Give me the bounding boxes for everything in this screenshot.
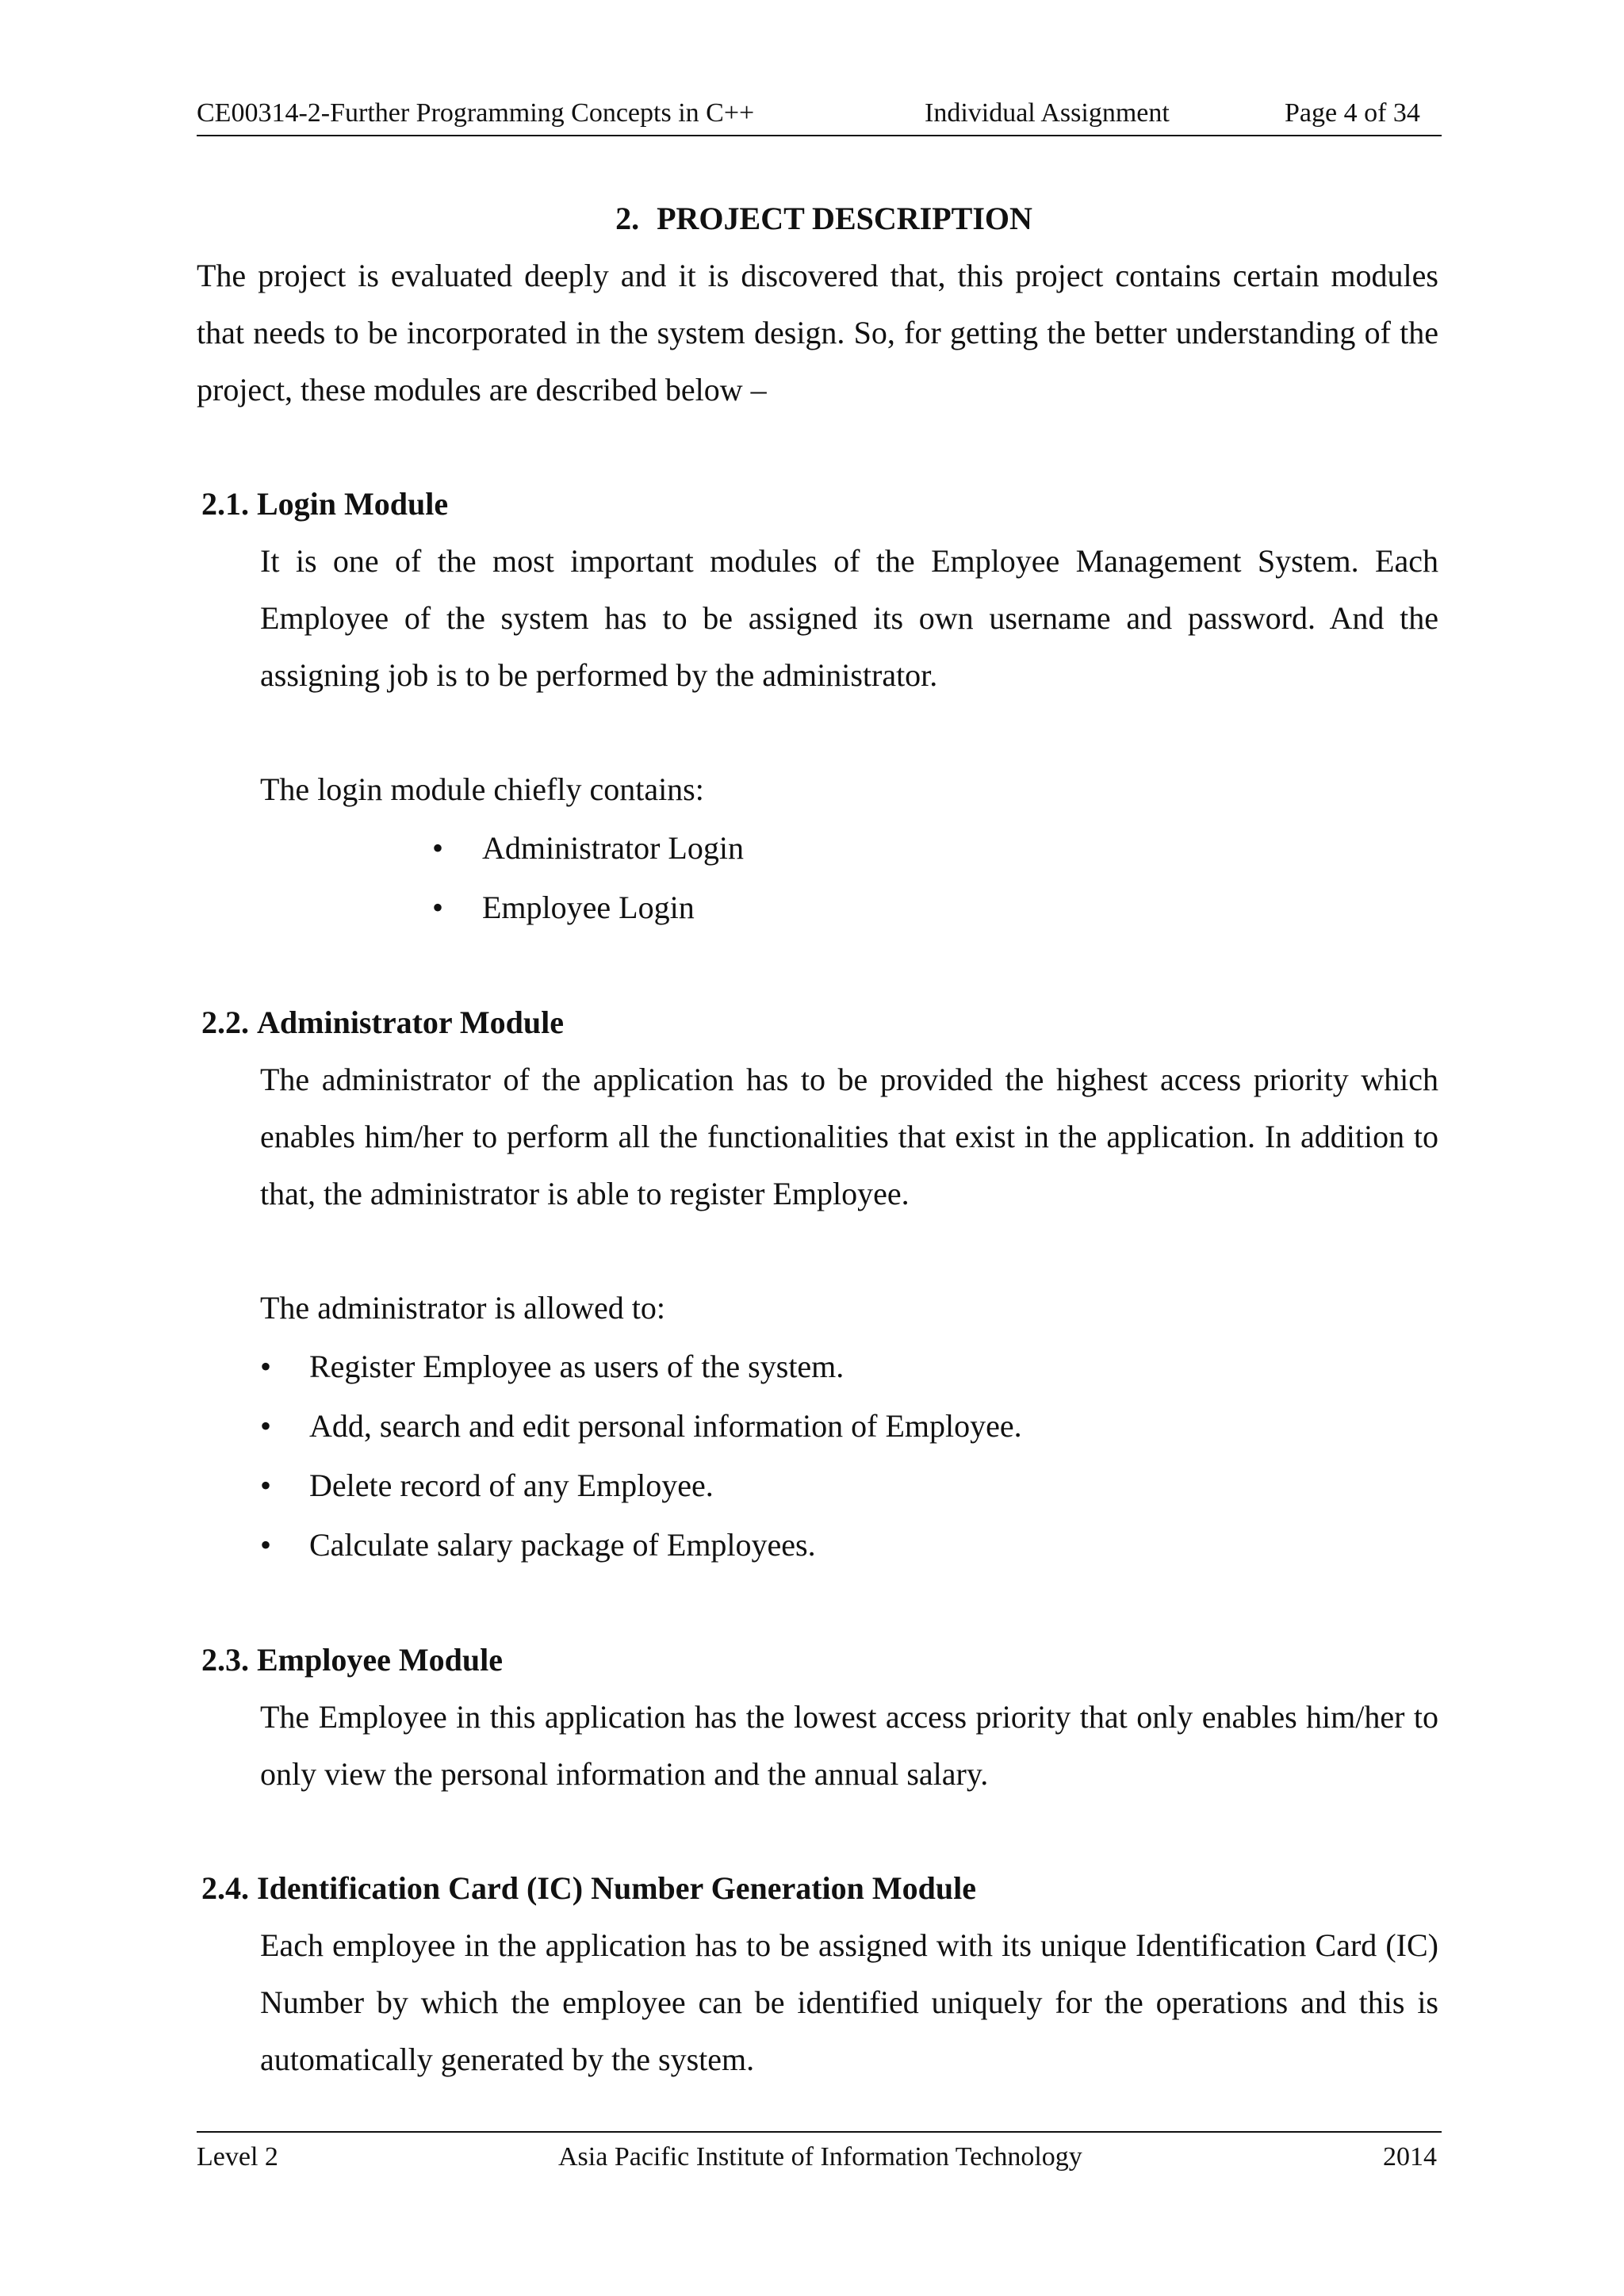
list-item-text: Delete record of any Employee. <box>309 1468 714 1503</box>
module-number: 2.2. <box>201 1004 249 1040</box>
bullet-icon: • <box>260 1468 272 1503</box>
administrator-list <box>197 1337 1438 1575</box>
footer-year: 2014 <box>1383 2142 1437 2172</box>
page-content <box>197 190 1438 2088</box>
list-item-text: Add, search and edit personal information of Employee. <box>309 1408 1022 1444</box>
list-item <box>197 1337 1438 1396</box>
page-header <box>197 95 1442 136</box>
list-item-text: Calculate salary package of Employees. <box>309 1527 816 1563</box>
login-list <box>197 818 1438 937</box>
header-page-number: Page 4 of 34 <box>1285 98 1420 128</box>
module-heading-employee <box>201 1632 1438 1689</box>
page-footer <box>197 2131 1442 2180</box>
module-title: Login Module <box>257 486 449 522</box>
footer-institution: Asia Pacific Institute of Information Technology <box>558 2142 1082 2172</box>
login-list-intro: The login module chiefly contains: <box>260 771 704 807</box>
module-title: Administrator Module <box>257 1004 565 1040</box>
section-number: 2. <box>615 201 640 236</box>
list-item-text: Register Employee as users of the system. <box>309 1349 845 1384</box>
administrator-list-intro: The administrator is allowed to: <box>260 1290 665 1326</box>
section-intro: The project is evaluated deeply and it is discovered that, this project contains certain modules that needs to be incorporated in the system design. So, for getting the better understanding of the project, these modules are described below – <box>197 258 1438 408</box>
section-heading <box>197 190 1438 247</box>
module-number: 2.1. <box>201 486 249 522</box>
header-course: CE00314-2-Further Programming Concepts in C++ <box>197 98 755 128</box>
bullet-icon: • <box>432 890 444 925</box>
list-item <box>197 878 1438 937</box>
list-item-text: Employee Login <box>482 890 695 925</box>
footer-level: Level 2 <box>197 2142 278 2172</box>
header-assignment-type: Individual Assignment <box>925 98 1170 128</box>
bullet-icon: • <box>260 1349 272 1384</box>
list-item <box>197 1456 1438 1515</box>
module-number: 2.3. <box>201 1642 249 1678</box>
list-item-text: Administrator Login <box>482 830 744 866</box>
module-paragraph-login: It is one of the most important modules of the Employee Management System. Each Employee of the system has to be assigned its own username and password. And the assigning job is to be performed by the administrator. <box>260 543 1438 693</box>
bullet-icon: • <box>260 1527 272 1563</box>
module-title: Employee Module <box>257 1642 503 1678</box>
module-heading-administrator <box>201 994 1438 1051</box>
module-paragraph-ic-generation: Each employee in the application has to be assigned with its unique Identification Card (IC) Number by which the employee can be identified uniquely for the operations and this is automatically generated by the system. <box>260 1927 1438 2077</box>
module-number: 2.4. <box>201 1870 249 1906</box>
module-paragraph-administrator: The administrator of the application has to be provided the highest access priority which enables him/her to perform all the functionalities that exist in the application. In addition to that, the administrator is able to register Employee. <box>260 1062 1438 1211</box>
list-item <box>197 1396 1438 1456</box>
bullet-icon: • <box>260 1408 272 1444</box>
module-title: Identification Card (IC) Number Generation Module <box>257 1870 976 1906</box>
list-item <box>197 818 1438 878</box>
bullet-icon: • <box>432 830 444 866</box>
module-heading-login <box>201 476 1438 533</box>
module-paragraph-employee: The Employee in this application has the lowest access priority that only enables him/her to only view the personal information and the annual salary. <box>260 1699 1438 1792</box>
section-title: PROJECT DESCRIPTION <box>657 201 1032 236</box>
list-item <box>197 1515 1438 1575</box>
module-heading-ic-generation <box>201 1860 1438 1917</box>
